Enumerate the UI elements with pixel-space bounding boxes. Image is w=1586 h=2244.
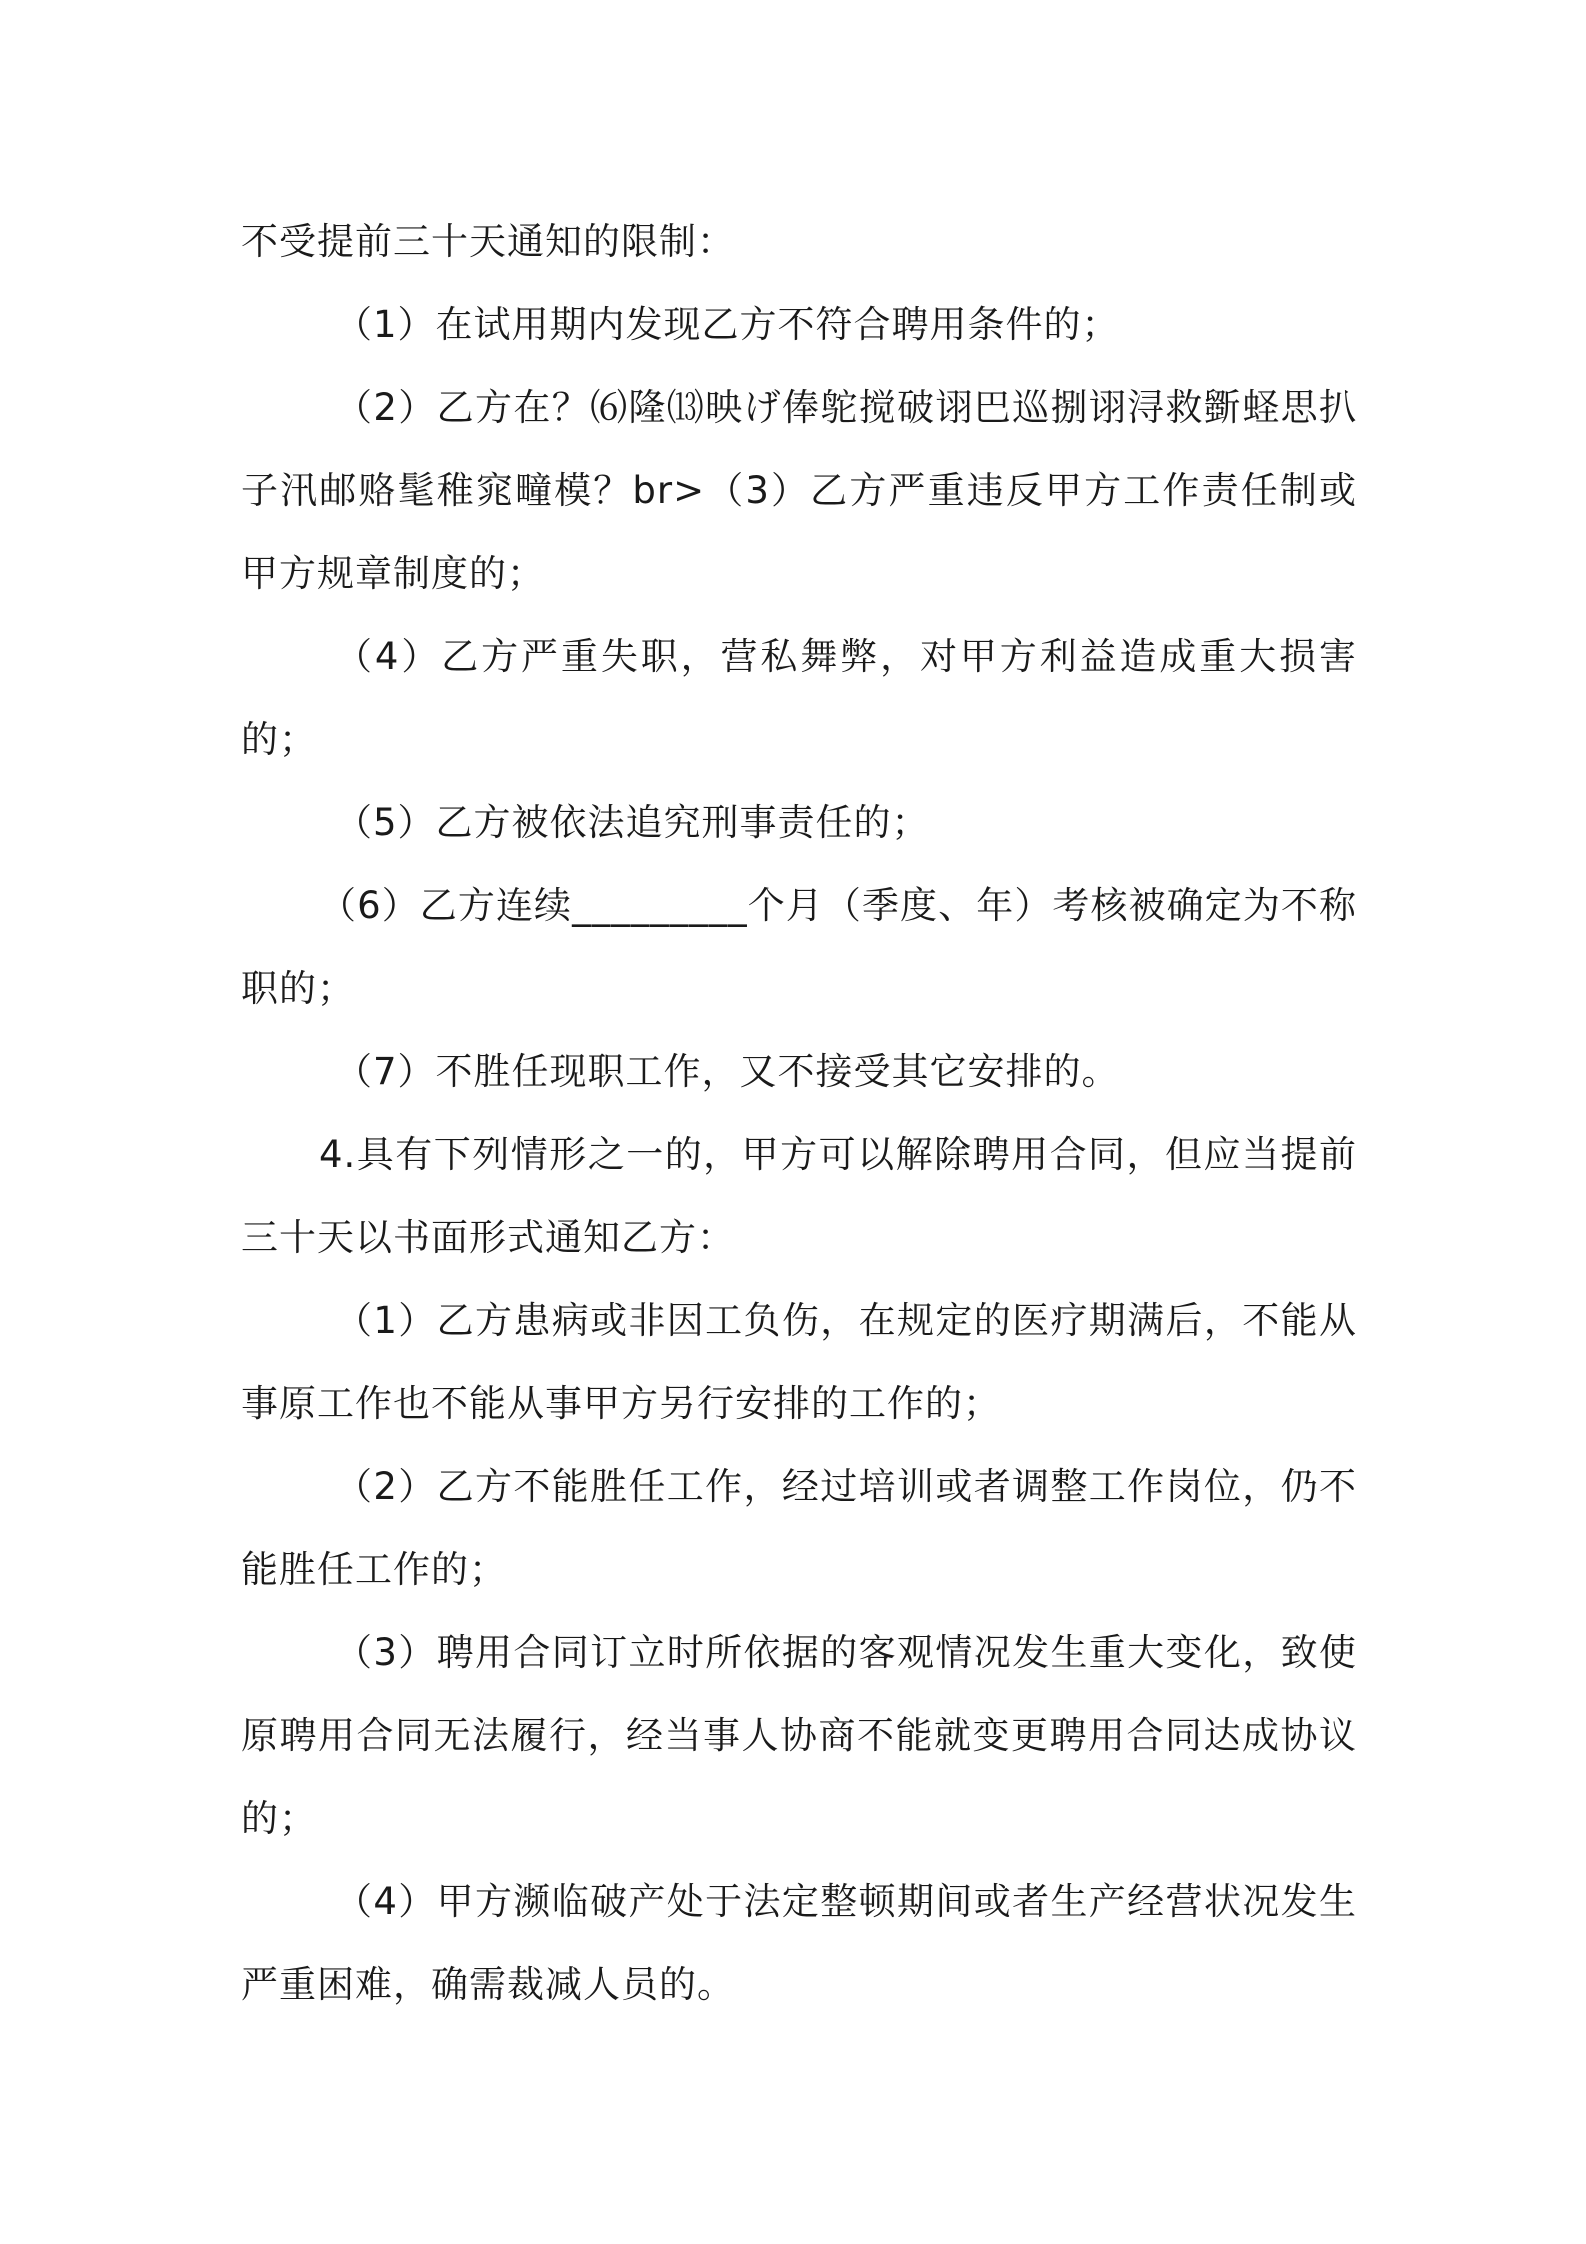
- list-item-unfit-for-post: （7）不胜任现职工作，又不接受其它安排的。: [335, 1050, 1120, 1093]
- list-item-circumstance-change: （3）聘用合同订立时所依据的客观情况发生重大变化，致使原聘用合同无法履行，经当事人协商不能就变更聘用合同达成协议的；: [241, 1631, 1357, 1840]
- list-item-cannot-perform: （2）乙方不能胜任工作，经过培训或者调整工作岗位，仍不能胜任工作的；: [241, 1465, 1357, 1591]
- list-item-bankruptcy: （4）甲方濒临破产处于法定整顿期间或者生产经营状况发生严重困难，确需裁减人员的。: [241, 1880, 1357, 2006]
- list-item-garbled-and-violation: （2）乙方在？⑹隆⒀映げ俸鸵搅破诩巴巡捌诩浔救斵蛏思扒子汛邮赂髦稚窕疃模？br>（3）乙方严重违反甲方工作责任制或甲方规章制度的；: [241, 386, 1357, 595]
- paragraph-continuation: 不受提前三十天通知的限制：: [241, 220, 735, 263]
- list-item-incompetent-assessment: （6）乙方连续_________个月（季度、年）考核被确定为不称职的；: [241, 884, 1357, 1010]
- list-item-illness: （1）乙方患病或非因工负伤，在规定的医疗期满后，不能从事原工作也不能从事甲方另行安排的工作的；: [241, 1299, 1357, 1425]
- section-heading-notice-termination: 4.具有下列情形之一的，甲方可以解除聘用合同，但应当提前三十天以书面形式通知乙方：: [241, 1133, 1357, 1259]
- list-item-criminal-liability: （5）乙方被依法追究刑事责任的；: [335, 801, 930, 844]
- list-item-dereliction: （4）乙方严重失职，营私舞弊，对甲方利益造成重大损害的；: [241, 635, 1357, 761]
- list-item-probation: （1）在试用期内发现乙方不符合聘用条件的；: [335, 303, 1120, 346]
- document-body: [241, 200, 1357, 2026]
